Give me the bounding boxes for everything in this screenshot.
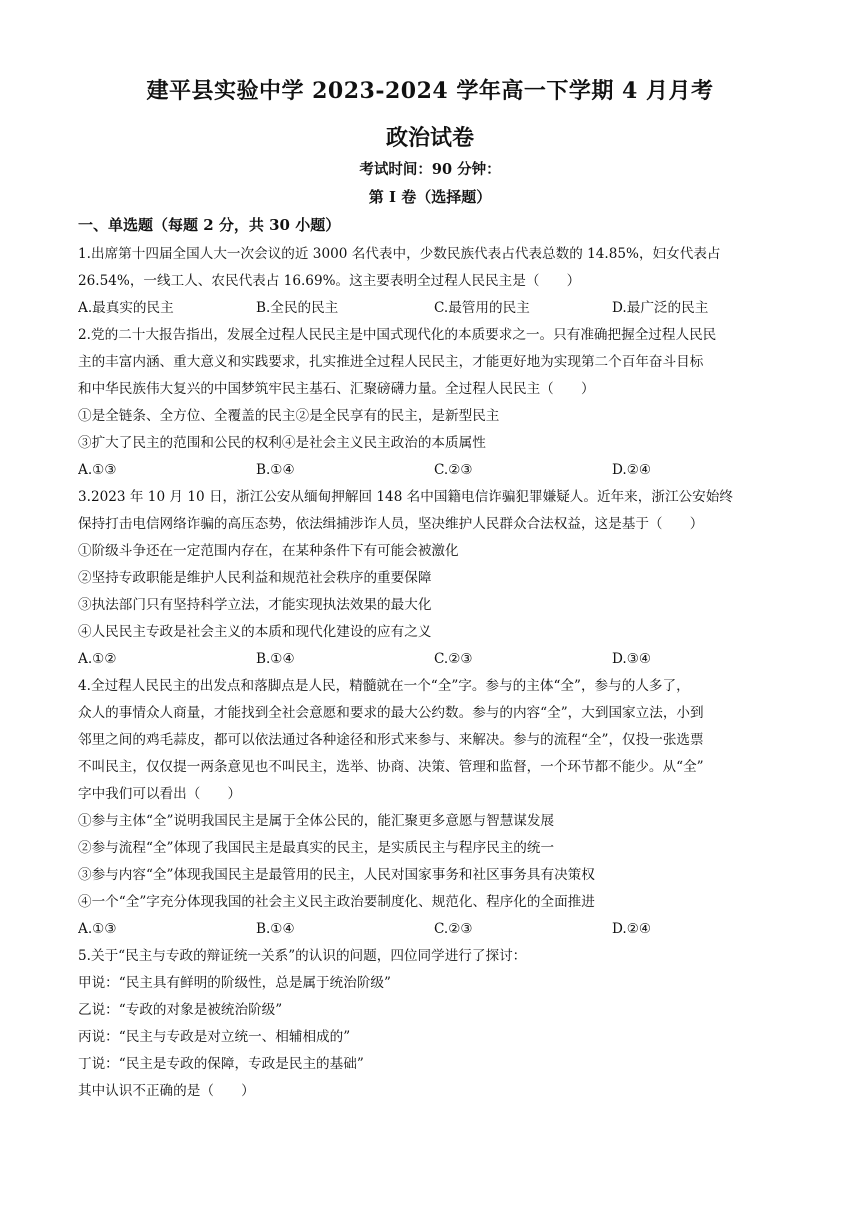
question-2-line: ③扩大了民主的范围和公民的权利④是社会主义民主政治的本质属性 — [78, 435, 486, 451]
question-2-line: 和中华民族伟大复兴的中国梦筑牢民主基石、汇聚磅礴力量。全过程人民民主（ ） — [78, 381, 595, 397]
question-4 — [78, 673, 790, 943]
question-3 — [78, 484, 790, 673]
question-5-line: 丁说：“民主是专政的保障，专政是民主的基础” — [78, 1056, 364, 1072]
question-4-line: 不叫民主，仅仅提一两条意见也不叫民主，选举、协商、决策、管理和监督，一个环节都不能少。从“全” — [78, 759, 704, 775]
question-4-line: 字中我们可以看出（ ） — [78, 786, 242, 802]
question-2-options — [78, 457, 790, 484]
question-4-options — [78, 916, 790, 943]
option-b: B.全民的民主 — [256, 300, 339, 316]
question-5-line: 丙说：“民主与专政是对立统一、相辅相成的” — [78, 1029, 351, 1045]
section-heading: 一、单选题（每题 2 分，共 30 小题） — [78, 216, 341, 234]
option-d: D.③④ — [612, 651, 652, 667]
option-a: A.①② — [78, 651, 117, 667]
question-4-line: 邻里之间的鸡毛蒜皮，都可以依法通过各种途径和形式来参与、来解决。参与的流程“全”，仅投一张选票 — [78, 732, 704, 748]
question-4-line: 4.全过程人民民主的出发点和落脚点是人民，精髓就在一个“全”字。参与的主体“全”，参与的人多了， — [78, 678, 690, 694]
question-5 — [78, 943, 790, 1105]
option-c: C.②③ — [434, 651, 473, 667]
question-2-line: 2.党的二十大报告指出，发展全过程人民民主是中国式现代化的本质要求之一。只有准确把握全过程人民民 — [78, 327, 717, 343]
question-1 — [78, 241, 790, 322]
question-3-line: 3.2023 年 10 月 10 日，浙江公安从缅甸押解回 148 名中国籍电信诈骗犯罪嫌疑人。近年来，浙江公安始终 — [78, 489, 733, 505]
question-5-line: 5.关于“民主与专政的辩证统一关系”的认识的问题，四位同学进行了探讨： — [78, 948, 527, 964]
question-3-line: ①阶级斗争还在一定范围内存在，在某种条件下有可能会被激化 — [78, 543, 459, 559]
subject-title: 政治试卷 — [385, 125, 474, 151]
question-3-line: ④人民民主专政是社会主义的本质和现代化建设的应有之义 — [78, 624, 432, 640]
question-3-line: 保持打击电信网络诈骗的高压态势，依法缉捕涉诈人员，坚决维护人民群众合法权益，这是基于（ ） — [78, 516, 704, 532]
option-c: C.②③ — [434, 462, 473, 478]
question-2 — [78, 322, 790, 484]
question-3-options — [78, 646, 790, 673]
option-a: A.最真实的民主 — [78, 300, 174, 316]
question-2-line: ①是全链条、全方位、全覆盖的民主②是全民享有的民主，是新型民主 — [78, 408, 500, 424]
option-b: B.①④ — [256, 921, 295, 937]
question-1-line: 1.出席第十四届全国人大一次会议的近 3000 名代表中，少数民族代表占代表总数的 14.85%，妇女代表占 — [78, 246, 721, 262]
question-1-options — [78, 295, 790, 322]
option-c: C.最管用的民主 — [434, 300, 530, 316]
question-5-line: 甲说：“民主具有鲜明的阶级性，总是属于统治阶级” — [78, 975, 391, 991]
question-4-line: 众人的事情众人商量，才能找到全社会意愿和要求的最大公约数。参与的内容“全”，大到国家立法，小到 — [78, 705, 704, 721]
option-c: C.②③ — [434, 921, 473, 937]
question-4-line: ③参与内容“全”体现我国民主是最管用的民主，人民对国家事务和社区事务具有决策权 — [78, 867, 595, 883]
exam-time: 考试时间：90 分钟： — [359, 161, 501, 178]
exam-title: 建平县实验中学 2023-2024 学年高一下学期 4 月月考 — [146, 78, 714, 104]
question-3-line: ②坚持专政职能是维护人民利益和规范社会秩序的重要保障 — [78, 570, 432, 586]
option-d: D.最广泛的民主 — [612, 300, 709, 316]
question-4-line: ①参与主体“全”说明我国民主是属于全体公民的，能汇聚更多意愿与智慧谋发展 — [78, 813, 555, 829]
question-3-line: ③执法部门只有坚持科学立法，才能实现执法效果的最大化 — [78, 597, 432, 613]
questions — [78, 241, 790, 1105]
option-a: A.①③ — [78, 921, 117, 937]
question-5-line: 乙说：“专政的对象是被统治阶级” — [78, 1002, 283, 1018]
option-b: B.①④ — [256, 651, 295, 667]
option-b: B.①④ — [256, 462, 295, 478]
question-4-line: ②参与流程“全”体现了我国民主是最真实的民主，是实质民主与程序民主的统一 — [78, 840, 555, 856]
question-2-line: 主的丰富内涵、重大意义和实践要求，扎实推进全过程人民民主，才能更好地为实现第二个百年奋斗目标 — [78, 354, 704, 370]
option-d: D.②④ — [612, 462, 652, 478]
part-heading: 第 I 卷（选择题） — [368, 188, 492, 206]
option-a: A.①③ — [78, 462, 117, 478]
question-5-line: 其中认识不正确的是（ ） — [78, 1083, 255, 1099]
option-d: D.②④ — [612, 921, 652, 937]
question-1-line: 26.54%，一线工人、农民代表占 16.69%。这主要表明全过程人民民主是（ ） — [78, 273, 581, 289]
question-4-line: ④一个“全”字充分体现我国的社会主义民主政治要制度化、规范化、程序化的全面推进 — [78, 894, 595, 910]
